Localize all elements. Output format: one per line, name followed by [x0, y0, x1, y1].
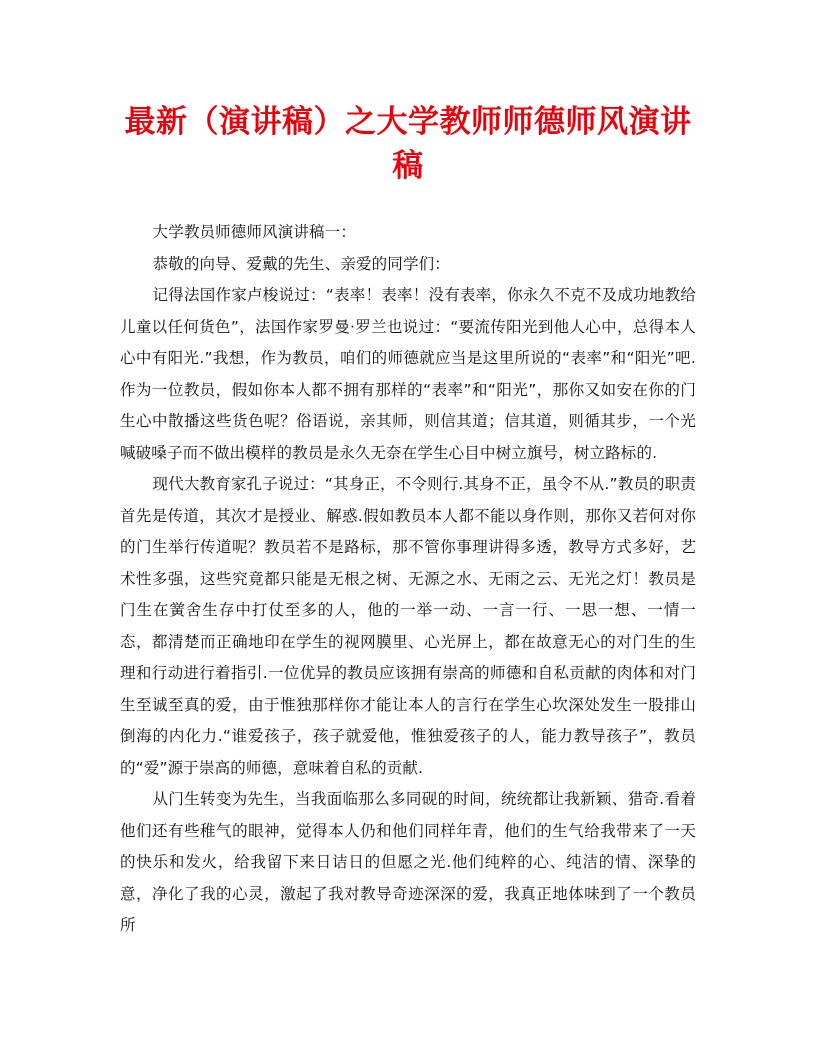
paragraph-salutation: 恭敬的向导、爱戴的先生、亲爱的同学们：	[152, 254, 450, 273]
document-title: 最新（演讲稿）之大学教师师德师风演讲稿	[124, 104, 692, 184]
paragraph: 现代大教育家孔子说过：“其身正，不令则行.其身不正，虽令不从.”教员的职责首先是传道，其次才是授业、解惑.假如教员本人都不能以身作则，那你又若何对你的门生举行传道呢？教员若不是路标，那不管你事理讲得多透，教导方式多好，艺术性多强，这些究竟都只能是无根之树、无源之水、无雨之云、无光之灯！教员是门生在黉舍生存中打仗至多的人，他的一举一动、一言一行、一思一想、一情一态，都清楚而正确地印在学生的视网膜里、心光屏上，都在故意无心的对门生的生理和行动进行着指引.一位优异的教员应该拥有崇高的师德和自私贡献的肉体和对门生至诚至真的爱，由于惟独那样你才能让本人的言行在学生心坎深处发生一股排山倒海的内化力.“谁爱孩子，孩子就爱他，惟独爱孩子的人，能力教导孩子”，教员的“爱”源于崇高的师德，意味着自私的贡献.	[120, 475, 696, 777]
paragraph-heading: 大学教员师德师风演讲稿一：	[152, 223, 356, 241]
paragraph: 记得法国作家卢梭说过：“表率！表率！没有表率，你永久不克不及成功地教给儿童以任何货色”，法国作家罗曼·罗兰也说过：“要流传阳光到他人心中，总得本人心中有阳光.”我想，作为教员，咱们的师德就应当是这里所说的“表率”和“阳光”吧.作为一位教员，假如你本人都不拥有那样的“表率”和“阳光”，那你又如安在你的门生心中散播这些货色呢？俗语说，亲其师，则信其道；信其道，则循其步，一个光喊破嗓子而不做出模样的教员是永久无奈在学生心目中树立旗号，树立路标的.	[120, 286, 696, 462]
paragraph: 从门生转变为先生，当我面临那么多同砚的时间，统统都让我新颖、猎奇.看着他们还有些稚气的眼神，觉得本人仍和他们同样年青，他们的生气给我带来了一天的快乐和发火，给我留下来日诘日的但愿之光.他们纯粹的心、纯洁的情、深挚的意，净化了我的心灵，激起了我对教导奇迹深深的爱，我真正地体味到了一个教员所	[120, 790, 696, 934]
document-body	[120, 217, 696, 942]
